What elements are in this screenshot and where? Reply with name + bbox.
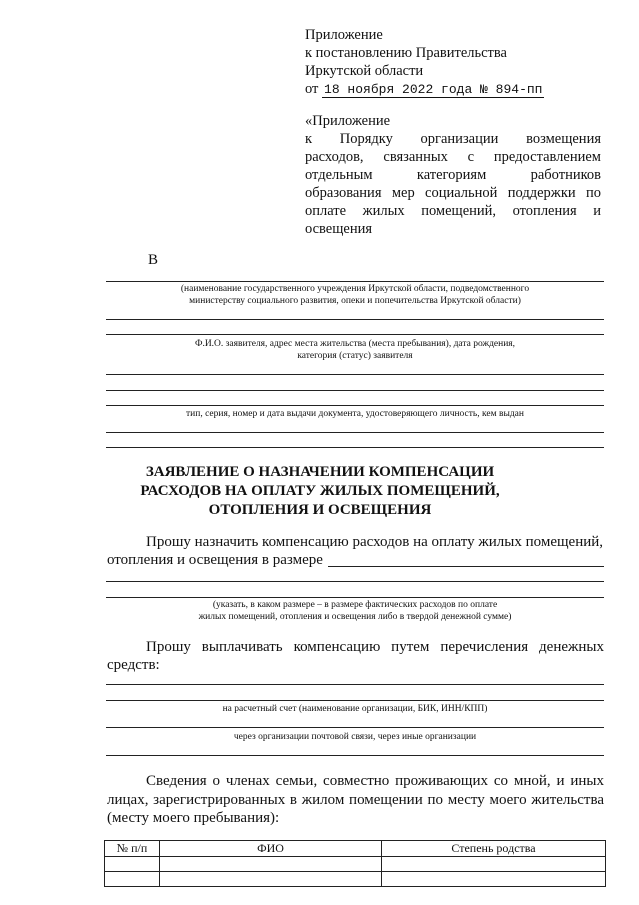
table-cell[interactable] (382, 857, 606, 872)
extra-field-line[interactable] (106, 432, 604, 433)
table-cell[interactable] (160, 872, 382, 887)
column-header-name: ФИО (160, 841, 382, 857)
id-document-field-line[interactable] (106, 374, 604, 375)
sub-header-line: расходов, связанных с предоставлением (305, 149, 601, 165)
bank-account-caption: на расчетный счет (наименование организации, БИК, ИНН/КПП) (222, 704, 488, 714)
bank-account-field-line[interactable] (106, 684, 604, 685)
caption-line: (указать, в каком размере – в размере фактических расходов по оплате (212, 600, 498, 610)
table-header-row (105, 841, 606, 857)
institution-field-line[interactable] (106, 281, 604, 282)
document-title (90, 463, 550, 520)
title-line: ЗАЯВЛЕНИЕ О НАЗНАЧЕНИИ КОМПЕНСАЦИИ (145, 464, 495, 480)
payment-text-line2: средств: (107, 657, 160, 673)
applicant-field-line[interactable] (106, 319, 604, 320)
table-cell[interactable] (160, 857, 382, 872)
header-date-line (305, 80, 544, 99)
addressee-prefix: В (148, 252, 159, 268)
caption-line: Ф.И.О. заявителя, адрес места жительства (места пребывания), дата рождения, (194, 339, 516, 349)
caption-line: жилых помещений, отопления и освещения либо в твердой денежной сумме) (198, 612, 512, 622)
applicant-caption (106, 338, 604, 362)
sub-header-line: образования мер социальной поддержки по (305, 185, 601, 201)
request-text-line2: отопления и освещения в размере (107, 552, 323, 568)
table-cell[interactable] (382, 872, 606, 887)
table-row (105, 872, 606, 887)
sub-header-line: к Порядку организации возмещения (305, 131, 601, 147)
sub-header-line: «Приложение (305, 113, 391, 129)
caption-line: министерству социального развития, опеки и попечительства Иркутской области) (189, 296, 521, 306)
table-row (105, 857, 606, 872)
sub-header-line: оплате жилых помещений, отопления и (305, 203, 601, 219)
applicant-field-line[interactable] (106, 334, 604, 335)
family-members-table (104, 840, 606, 887)
column-header-relation: Степень родства (382, 841, 606, 857)
sub-header-line: отдельным категориям работников (305, 167, 601, 183)
amount-field-line[interactable] (328, 566, 604, 567)
title-line: РАСХОДОВ НА ОПЛАТУ ЖИЛЫХ ПОМЕЩЕНИЙ, (140, 483, 500, 499)
table-cell[interactable] (105, 857, 160, 872)
date-prefix: от (305, 81, 319, 97)
amount-caption (106, 599, 604, 623)
family-text-line2: лицах, зарегистрированных в жилом помещении по месту моего жительства (107, 792, 604, 808)
id-document-field-line[interactable] (106, 405, 604, 406)
postal-field-line[interactable] (106, 727, 604, 728)
amount-field-line[interactable] (106, 597, 604, 598)
bank-account-field-line[interactable] (106, 700, 604, 701)
caption-line: (наименование государственного учреждения Иркутской области, подведомственного (180, 284, 530, 294)
header-line: к постановлению Правительства (305, 45, 507, 61)
amount-field-line[interactable] (106, 581, 604, 582)
postal-field-line[interactable] (106, 755, 604, 756)
family-text-line1: Сведения о членах семьи, совместно проживающих со мной, и иных (146, 773, 604, 789)
postal-caption: через организации почтовой связи, через иные организации (233, 732, 477, 742)
sub-header-line: освещения (305, 221, 373, 237)
institution-caption (106, 283, 604, 307)
id-document-caption: тип, серия, номер и дата выдачи документа, удостоверяющего личность, кем выдан (186, 409, 524, 419)
title-line: ОТОПЛЕНИЯ И ОСВЕЩЕНИЯ (208, 502, 432, 518)
column-header-number: № п/п (105, 841, 160, 857)
extra-field-line[interactable] (106, 447, 604, 448)
payment-text-line1: Прошу выплачивать компенсацию путем перечисления денежных (146, 639, 604, 655)
request-text-line1: Прошу назначить компенсацию расходов на оплату жилых помещений, (146, 534, 604, 550)
header-line: Приложение (305, 27, 383, 43)
id-document-field-line[interactable] (106, 390, 604, 391)
caption-line: категория (статус) заявителя (297, 351, 413, 361)
order-appendix-header (305, 112, 601, 238)
family-text-line3: (месту моего пребывания): (107, 810, 280, 826)
appendix-header (305, 26, 544, 99)
resolution-date-number: 18 ноября 2022 года № 894-пп (324, 82, 543, 97)
table-cell[interactable] (105, 872, 160, 887)
header-line: Иркутской области (305, 63, 424, 79)
